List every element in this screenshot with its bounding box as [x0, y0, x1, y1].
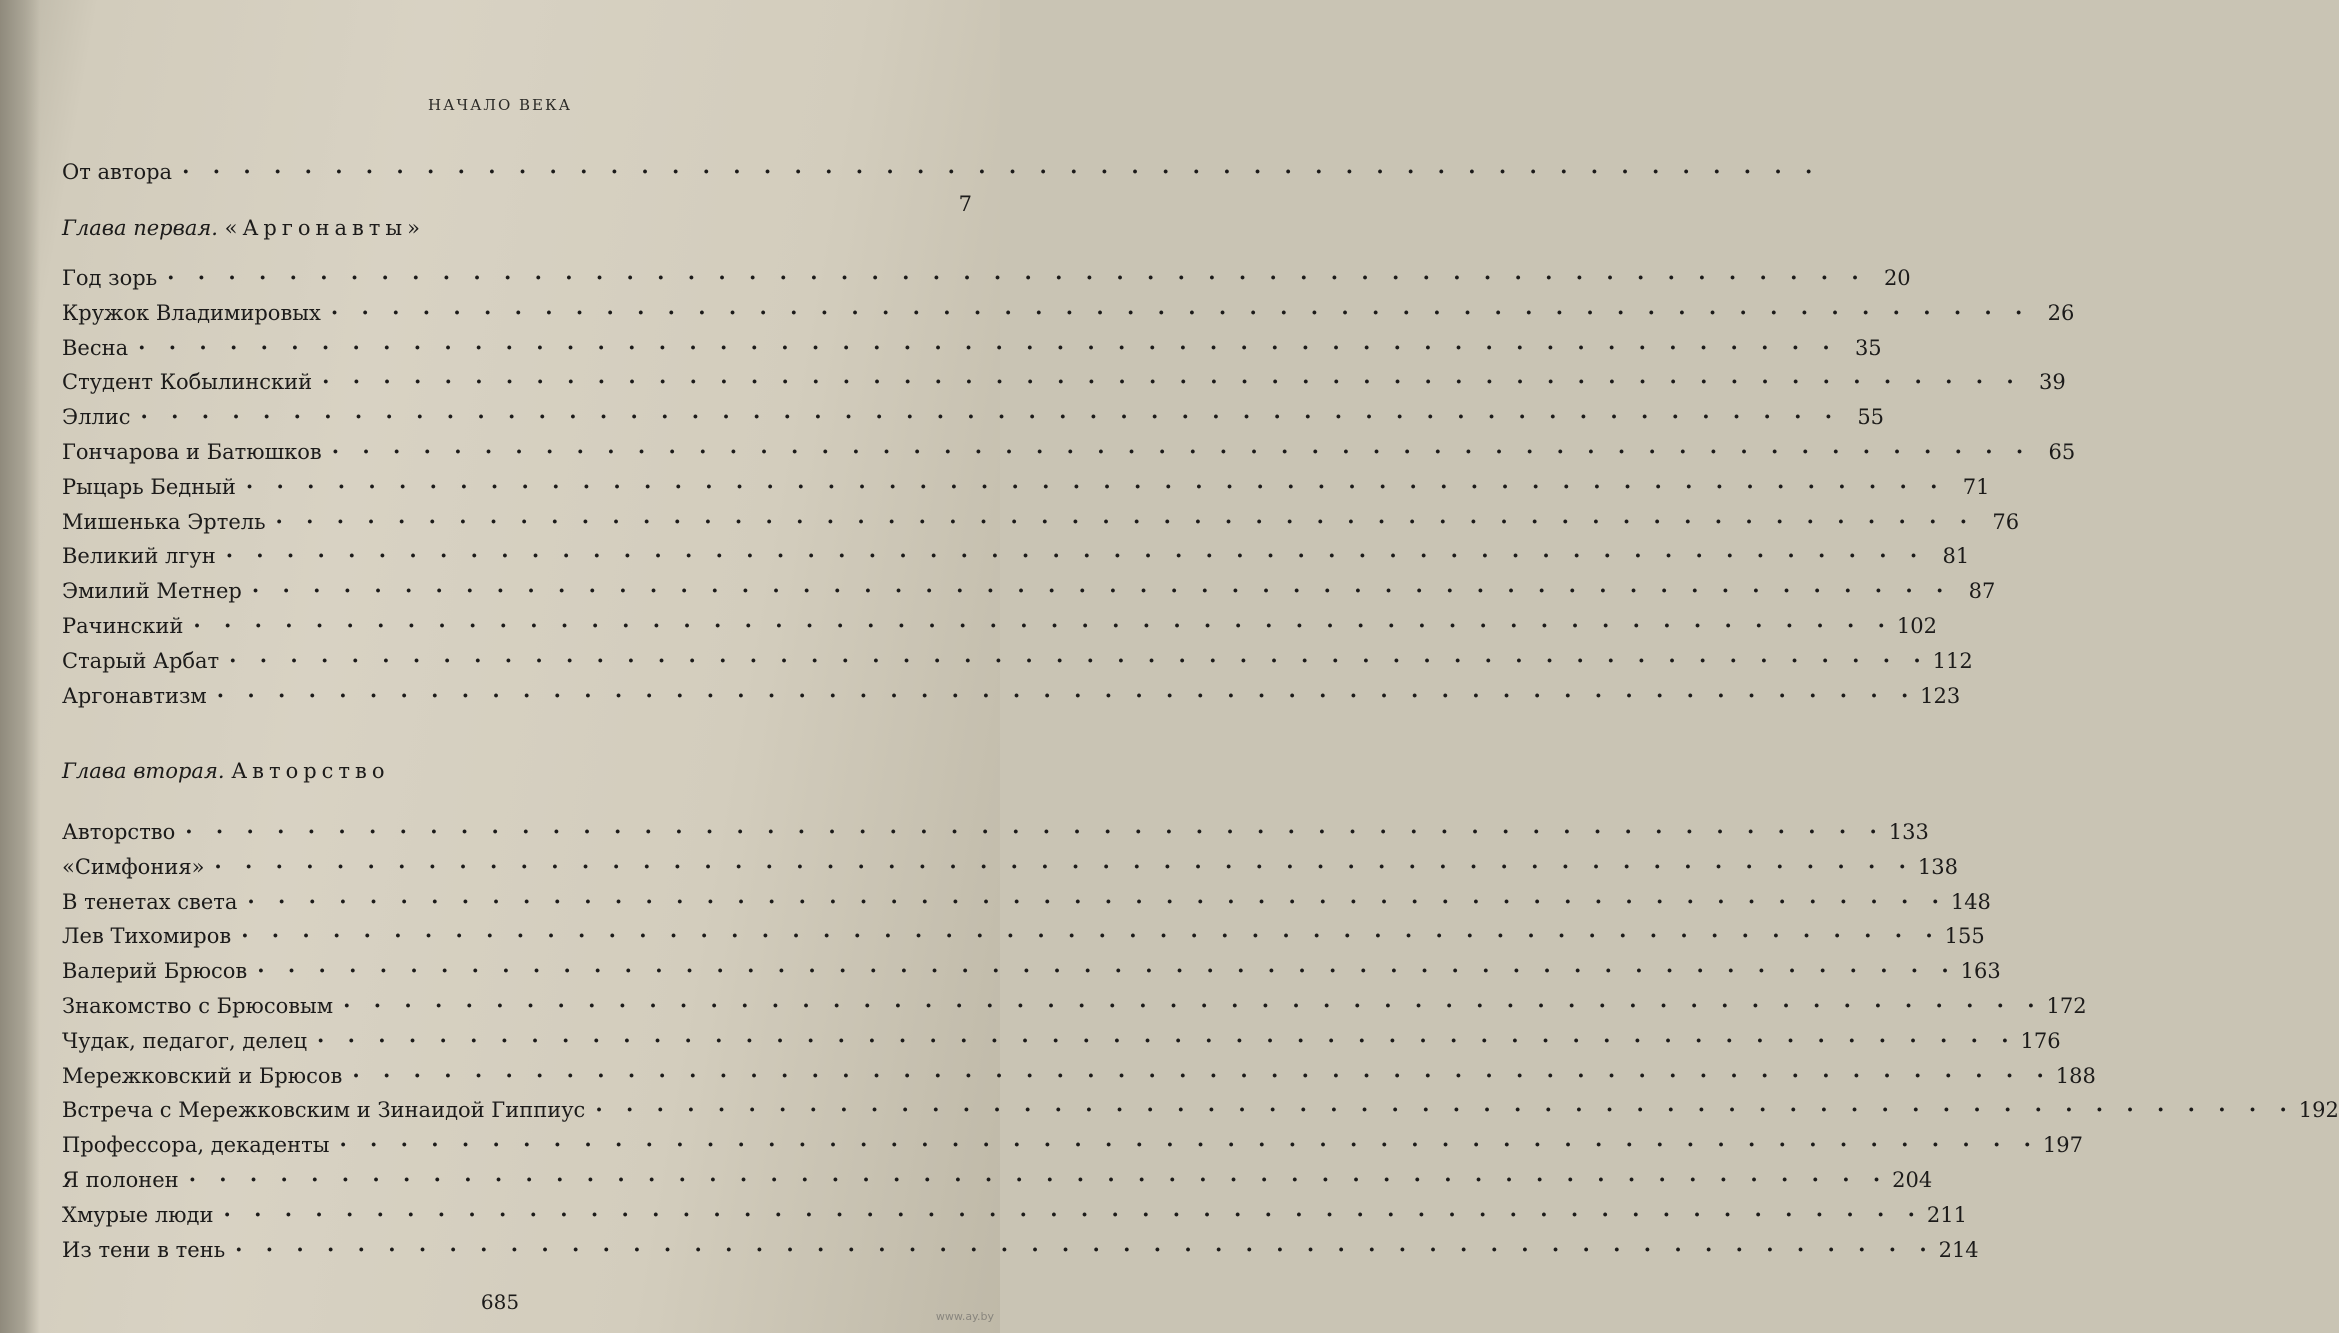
toc-entry-label: Мережковский и Брюсов — [62, 1063, 343, 1088]
toc-entry — [62, 540, 1970, 572]
toc-entry — [62, 1199, 1967, 1231]
toc-entry-page: 163 — [1960, 959, 2001, 984]
toc-leader-dots: · · · · · · · · · · · · · · · · · · · · · · · · · · · · · · · · · · · · · · · · · · · · · · · · · · · · · · · · — [251, 578, 1952, 604]
toc-leader-dots: · · · · · · · · · · · · · · · · · · · · · · · · · · · · · · · · · · · · · · · · · · · · · · · · · · · · · · · · — [235, 1236, 1935, 1262]
toc-entry-label: Профессора, декаденты — [62, 1133, 330, 1158]
toc-leader-dots: · · · · · · · · · · · · · · · · · · · · · · · · · · · · · · · · · · · · · · · · · · · · · · · · · · · · · · · · — [330, 299, 2031, 325]
toc-entry — [62, 610, 1937, 642]
toc-leader-dots: · · · · · · · · · · · · · · · · · · · · · · · · · · · · · · · · · · · · · · · · · · · · · · · · · · · · · · · · — [322, 369, 2022, 395]
toc-entry-page: 55 — [1857, 405, 1885, 430]
toc-entry — [62, 645, 1973, 677]
toc-leader-dots: · · · · · · · · · · · · · · · · · · · · · · · · · · · · · · · · · · · · · · · · · · · · · · · · · · · · · · · · — [343, 993, 2043, 1018]
toc-entry-label: Хмурые люди — [62, 1202, 214, 1227]
toc-leader-dots: · · · · · · · · · · · · · · · · · · · · · · · · · · · · · · · · · · · · · · · · · · · · · · · · · · · · · · · · — [167, 265, 1867, 290]
toc-entry-label: Великий лгун — [62, 544, 216, 569]
toc-entry-page: 133 — [1888, 820, 1929, 844]
toc-entry-page: 102 — [1896, 614, 1937, 638]
toc-entry-label: В тенетах света — [62, 889, 238, 914]
toc-entry — [62, 1060, 2096, 1092]
toc-entry — [62, 401, 1885, 433]
toc-entry-page: 71 — [1962, 474, 1990, 499]
chapter-2-title: Авторство — [231, 759, 390, 783]
toc-entry — [62, 1094, 2339, 1126]
toc-entry-label: «Симфония» — [62, 854, 205, 879]
toc-entry-label: Мишенька Эртель — [62, 509, 266, 534]
toc-entry — [62, 575, 1996, 607]
toc-entry-page: 7 — [958, 192, 972, 216]
toc-entry-label: Рачинский — [62, 614, 184, 638]
toc-entry-label: Кружок Владимировых — [62, 300, 321, 325]
toc-entry-label: Эмилий Метнер — [62, 579, 242, 604]
toc-entry — [62, 1129, 2083, 1161]
toc-entry — [62, 332, 1882, 364]
toc-entry — [62, 1025, 2061, 1057]
toc-leader-dots: · · · · · · · · · · · · · · · · · · · · · · · · · · · · · · · · · · · · · · · · · · · · · · · · · · · · · · · · — [216, 682, 1917, 708]
toc-leader-dots: · · · · · · · · · · · · · · · · · · · · · · · · · · · · · · · · · · · · · · · · · · · · · · · · · · · · · · · · — [225, 543, 1926, 569]
toc-entry-label: Из тени в тень — [62, 1237, 226, 1262]
toc-entry-label: Весна — [62, 335, 129, 360]
watermark: www.ay.by — [935, 1310, 994, 1323]
toc-entry-label: Аргонавтизм — [62, 683, 207, 708]
toc-entry — [62, 471, 1990, 503]
toc-entry-page: 76 — [1992, 509, 2020, 534]
toc-entry — [62, 506, 2020, 538]
toc-entry-page: 214 — [1938, 1237, 1979, 1262]
toc-entry — [62, 436, 2076, 468]
toc-entry-label: Я полонен — [62, 1168, 179, 1192]
toc-entry-label: Гончарова и Батюшков — [62, 440, 322, 464]
toc-entry-label: Валерий Брюсов — [62, 959, 248, 984]
toc-entry — [62, 816, 1929, 848]
toc-entry-label: Студент Кобылинский — [62, 370, 313, 395]
toc-leader-dots: · · · · · · · · · · · · · · · · · · · · · · · · · · · · · · · · · · · · · · · · · · · · · · · · · · · · · · · · — [193, 613, 1893, 638]
toc-leader-dots: · · · · · · · · · · · · · · · · · · · · · · · · · · · · · · · · · · · · · · · · · · · · · · · · · · · · · · · · — [241, 923, 1941, 949]
toc-leader-dots: · · · · · · · · · · · · · · · · · · · · · · · · · · · · · · · · · · · · · · · · · · · · · · · · · · · · · · · · — [140, 404, 1841, 430]
toc-entry-label: Лев Тихомиров — [62, 924, 232, 949]
toc-leader-dots: · · · · · · · · · · · · · · · · · · · · · · · · · · · · · · · · · · · · · · · · · · · · · · · · · · · · · · · · — [317, 1027, 2017, 1053]
toc-leader-dots: · · · · · · · · · · · · · · · · · · · · · · · · · · · · · · · · · · · · · · · · · · · · · · · · · · · · · · · · — [257, 958, 1957, 984]
toc-entry — [62, 680, 1961, 712]
toc-entry — [62, 955, 2001, 987]
running-head: НАЧАЛО ВЕКА — [428, 96, 572, 114]
toc-leader-dots: · · · · · · · · · · · · · · · · · · · · · · · · · · · · · · · · · · · · · · · · · · · · · · · · · · · · · · · · — [185, 819, 1885, 844]
toc-entry-label: Знакомство с Брюсовым — [62, 994, 334, 1018]
toc-leader-dots: · · · · · · · · · · · · · · · · · · · · · · · · · · · · · · · · · · · · · · · · · · · · · · · · · · · · · · · · — [223, 1201, 1923, 1227]
toc-entry-page: 192 — [2298, 1098, 2339, 1123]
toc-leader-dots: · · · · · · · · · · · · · · · · · · · · · · · · · · · · · · · · · · · · · · · · · · · · · · · · · · · · · · · · — [595, 1097, 2295, 1123]
toc-leader-dots: · · · · · · · · · · · · · · · · · · · · · · · · · · · · · · · · · · · · · · · · · · · · · · · · · · · · · · · · — [275, 508, 1976, 534]
toc-entry-intro — [62, 156, 1821, 188]
toc-leader-dots: · · · · · · · · · · · · · · · · · · · · · · · · · · · · · · · · · · · · · · · · · · · · · · · · · · · · · · · · — [138, 334, 1838, 360]
toc-entry-page: 155 — [1944, 924, 1985, 949]
toc-leader-dots: · · · · · · · · · · · · · · · · · · · · · · · · · · · · · · · · · · · · · · · · · · · · · · · · · · · · · · · · — [245, 473, 1946, 499]
toc-entry — [62, 262, 1911, 294]
toc-entry-page: 39 — [2038, 370, 2066, 395]
toc-entry — [62, 920, 1985, 952]
chapter-1-title: «Аргонавты» — [224, 216, 425, 240]
toc-entry-label: Встреча с Мережковским и Зинаидой Гиппиус — [62, 1098, 586, 1123]
toc-entry — [62, 366, 2066, 398]
toc-leader-dots: · · · · · · · · · · · · · · · · · · · · · · · · · · · · · · · · · · · · · · · · · · · · · · · · · · · · · · · · — [352, 1062, 2052, 1088]
toc-entry-label: Рыцарь Бедный — [62, 474, 236, 499]
toc-leader-dots: · · · · · · · · · · · · · · · · · · · · · · · · · · · · · · · · · · · · · · · · · · · · · · · · · · · · · · · · — [188, 1167, 1889, 1192]
toc-entry-label: Старый Арбат — [62, 648, 220, 673]
toc-entry-page: 123 — [1920, 683, 1961, 708]
toc-entry-label: Авторство — [62, 820, 176, 844]
toc-entry-page: 188 — [2055, 1063, 2096, 1088]
chapter-2-prefix: Глава вторая. — [62, 759, 225, 783]
toc-entry-page: 26 — [2047, 300, 2075, 325]
chapter-2-heading — [62, 755, 390, 787]
toc-entry — [62, 886, 1991, 918]
toc-entry-page: 204 — [1892, 1168, 1933, 1192]
toc-leader-dots: · · · · · · · · · · · · · · · · · · · · · · · · · · · · · · · · · · · · · · · · · · · · · · · · · · · · · · · · — [214, 853, 1914, 879]
toc-entry-page: 211 — [1926, 1202, 1967, 1227]
toc-leader-dots: · · · · · · · · · · · · · · · · · · · · · · · · · · · · · · · · · · · · · · · · · · · · · · · · · · · · · · · · — [339, 1132, 2039, 1158]
toc-entry-page: 138 — [1917, 854, 1958, 879]
toc-entry-page: 176 — [2020, 1028, 2061, 1053]
binding-shadow — [0, 0, 40, 1333]
toc-leader-dots: · · · · · · · · · · · · · · · · · · · · · · · · · · · · · · · · · · · · · · · · · · · · · · · · · · · · · · — [182, 159, 1821, 184]
chapter-1-prefix: Глава первая. — [62, 216, 218, 240]
toc-entry-label: От автора — [62, 160, 173, 184]
toc-entry-page: 197 — [2042, 1133, 2083, 1158]
toc-entry-page: 148 — [1950, 889, 1991, 914]
toc-entry-page: 20 — [1883, 266, 1911, 290]
toc-entry-page: 87 — [1968, 579, 1996, 604]
toc-entry-page: 35 — [1854, 335, 1882, 360]
toc-entry — [62, 1164, 1933, 1196]
toc-entry-page: 112 — [1932, 648, 1973, 673]
toc-entry — [62, 297, 2075, 329]
toc-entry — [62, 990, 2087, 1022]
toc-entry-label: Год зорь — [62, 266, 158, 290]
toc-entry-label: Эллис — [62, 405, 131, 430]
toc-entry-page: 172 — [2046, 994, 2087, 1018]
toc-leader-dots: · · · · · · · · · · · · · · · · · · · · · · · · · · · · · · · · · · · · · · · · · · · · · · · · · · · · · · · · — [229, 647, 1929, 673]
toc-leader-dots: · · · · · · · · · · · · · · · · · · · · · · · · · · · · · · · · · · · · · · · · · · · · · · · · · · · · · · · · — [331, 439, 2032, 464]
toc-entry — [62, 1234, 1979, 1266]
chapter-1-heading — [62, 212, 425, 244]
toc-entry-label: Чудак, педагог, делец — [62, 1028, 308, 1053]
toc-entry-page: 81 — [1942, 544, 1970, 569]
toc-entry — [62, 851, 1958, 883]
toc-entry-page: 65 — [2048, 440, 2076, 464]
page-number: 685 — [480, 1290, 520, 1314]
toc-leader-dots: · · · · · · · · · · · · · · · · · · · · · · · · · · · · · · · · · · · · · · · · · · · · · · · · · · · · · · · · — [247, 888, 1947, 914]
